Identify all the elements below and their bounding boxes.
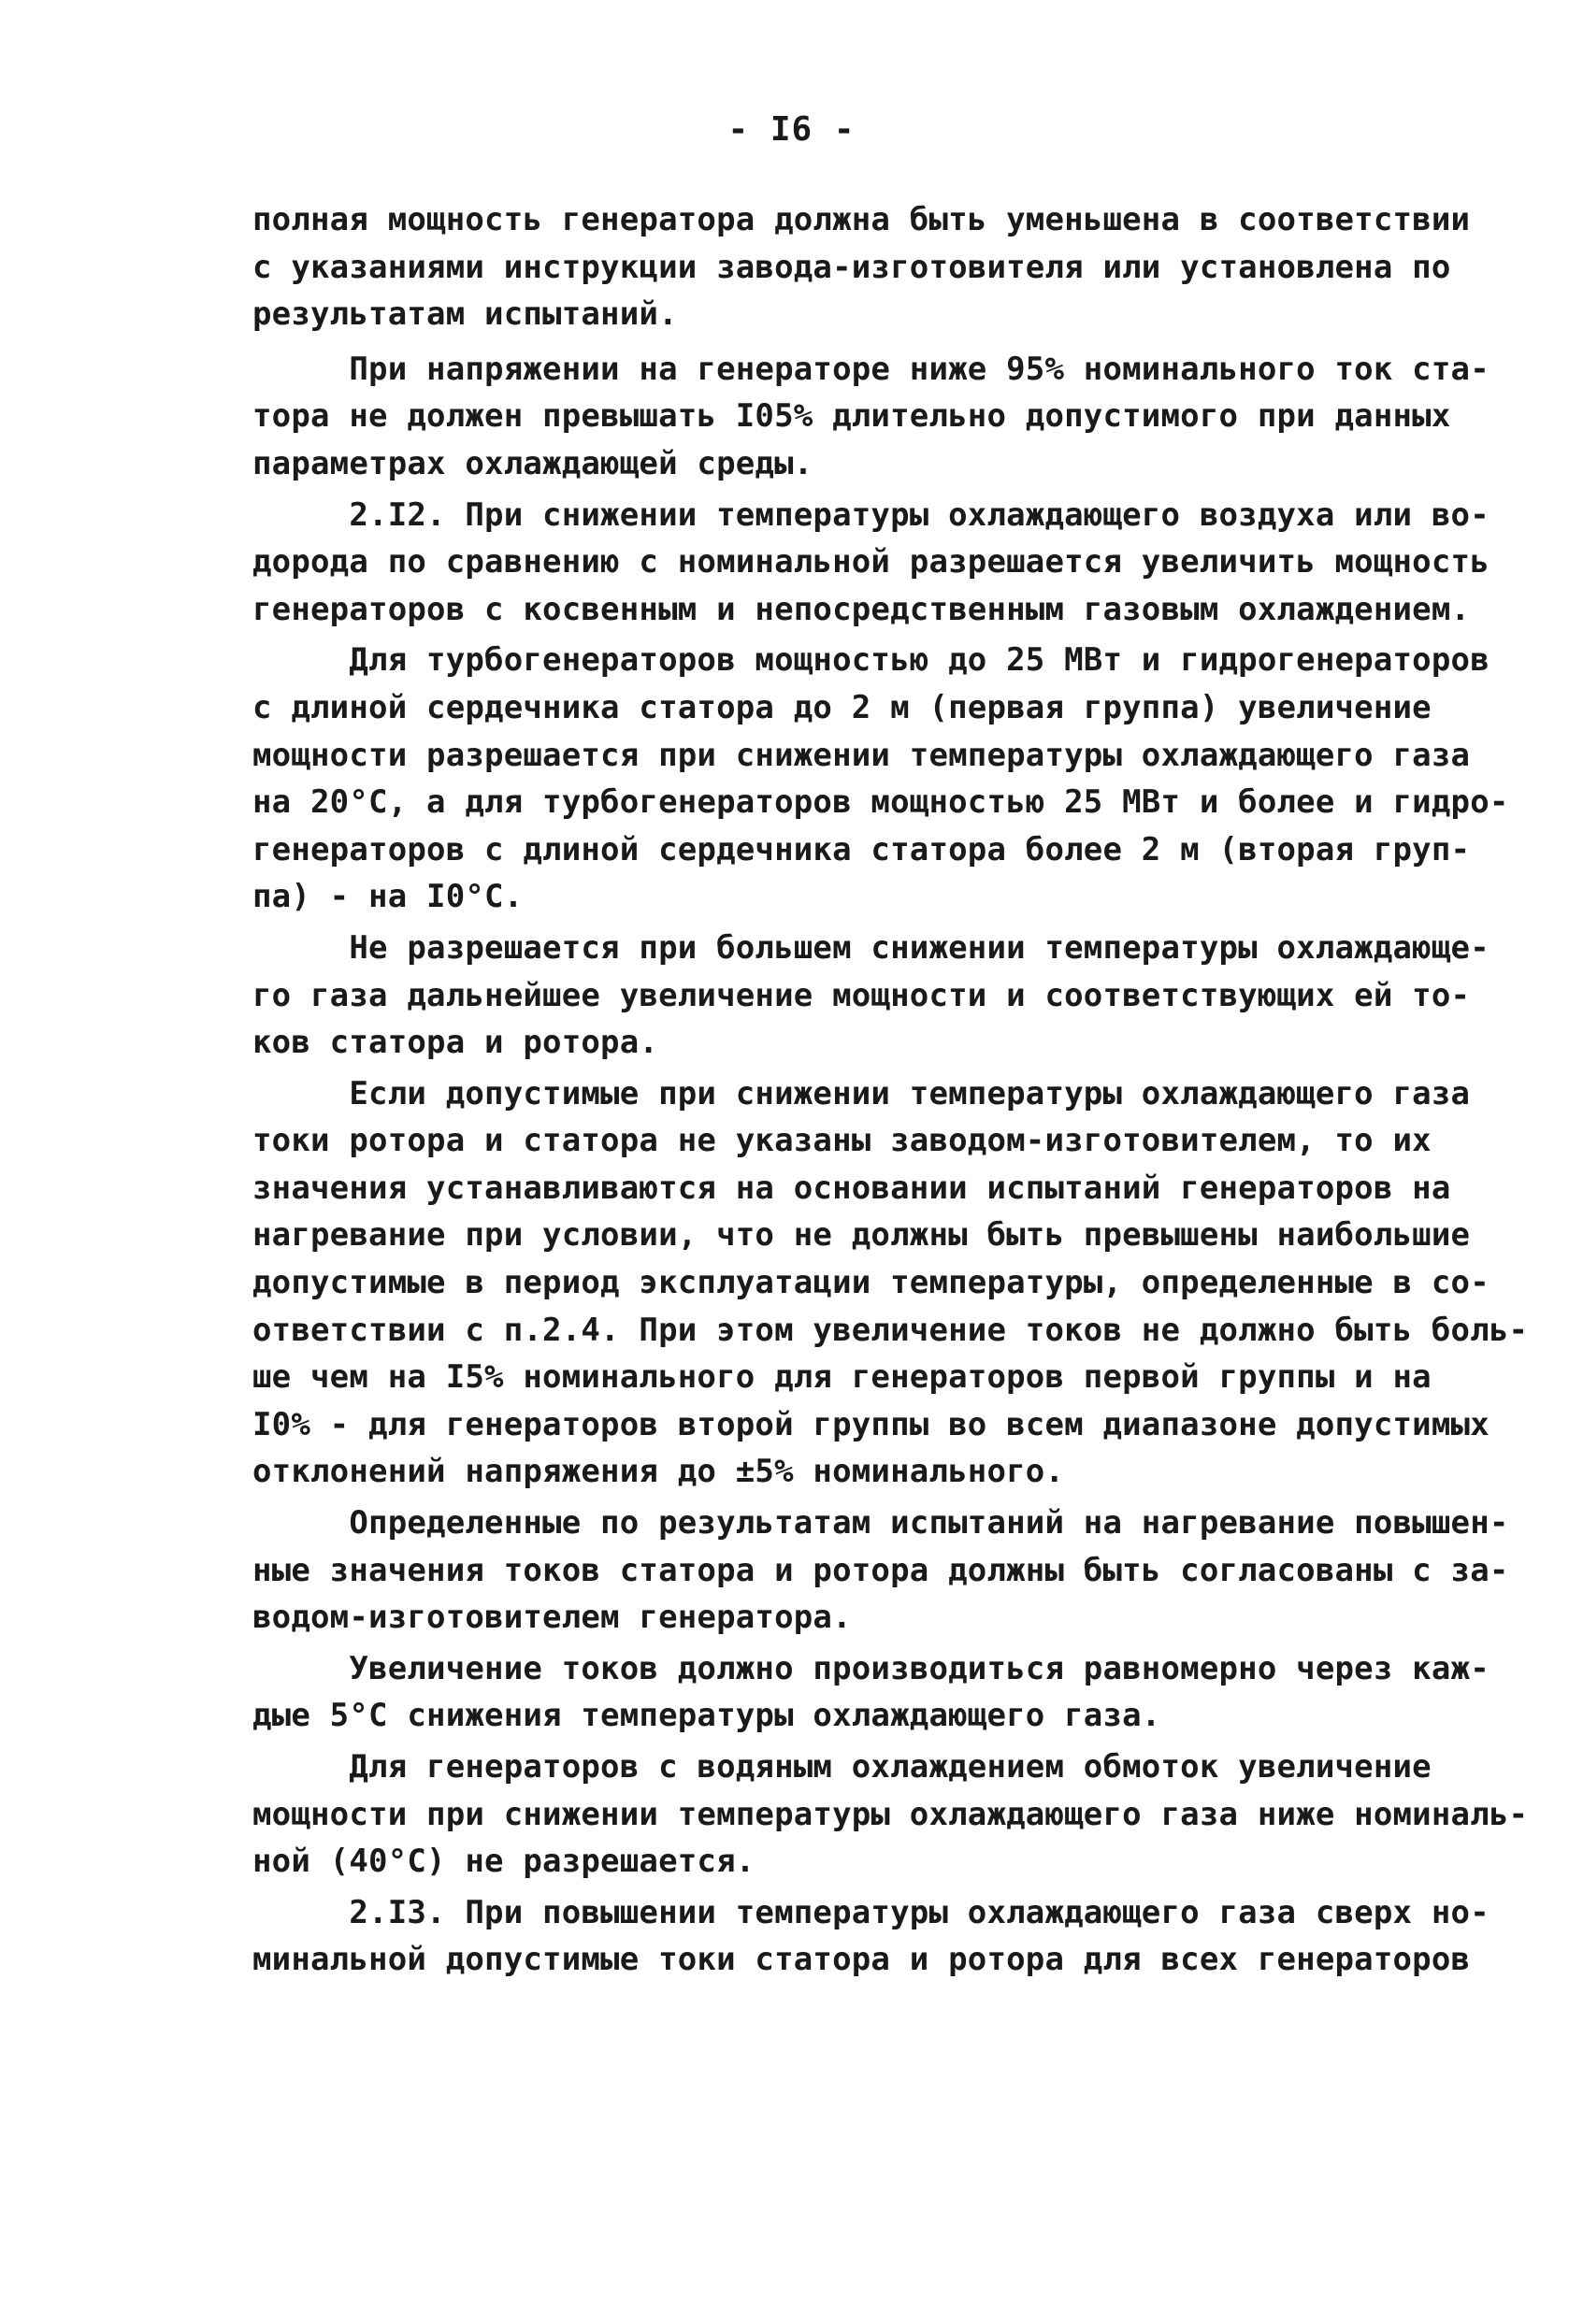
text-line: мощности при снижении температуры охлаждающего газа ниже номиналь- xyxy=(252,1795,1529,1833)
text-line: 2.I2. При снижении температуры охлаждающего воздуха или во- xyxy=(252,495,1489,534)
text-line: водом-изготовителем генератора. xyxy=(252,1599,852,1637)
text-line: ше чем на I5% номинального для генераторов первой группы и на xyxy=(252,1358,1432,1397)
text-line: 2.I3. При повышении температуры охлаждающего газа сверх но- xyxy=(252,1893,1489,1931)
text-line: ков статора и ротора. xyxy=(252,1024,659,1062)
paragraph xyxy=(252,1645,1524,1740)
text-line: генераторов с длиной сердечника статора более 2 м (вторая груп- xyxy=(252,830,1471,868)
text-line: дорода по сравнению с номинальной разрешается увеличить мощность xyxy=(252,543,1489,581)
text-line: го газа дальнейшее увеличение мощности и соответствующих ей то- xyxy=(252,976,1471,1014)
text-line: При напряжении на генераторе ниже 95% номинального ток ста- xyxy=(252,350,1489,388)
text-line: параметрах охлаждающей среды. xyxy=(252,444,813,482)
text-line: Не разрешается при большем снижении температуры охлаждающе- xyxy=(252,928,1489,967)
text-line: дые 5°С снижения температуры охлаждающего газа. xyxy=(252,1697,1161,1735)
text-line: с указаниями инструкции завода-изготовителя или установлена по xyxy=(252,248,1451,286)
paragraph xyxy=(252,1499,1524,1642)
paragraph xyxy=(252,346,1524,488)
text-line: Для турбогенераторов мощностью до 25 МВт и гидрогенераторов xyxy=(252,641,1489,680)
text-line: с длиной сердечника статора до 2 м (первая группа) увеличение xyxy=(252,688,1432,726)
text-line: тора не должен превышать I05% длительно допустимого при данных xyxy=(252,397,1451,436)
text-line: результатам испытаний. xyxy=(252,295,678,334)
text-line: Определенные по результатам испытаний на нагревание повышен- xyxy=(252,1504,1509,1542)
text-line: полная мощность генератора должна быть уменьшена в соответствии xyxy=(252,201,1471,238)
text-line: отклонений напряжения до ±5% номинального. xyxy=(252,1453,1065,1491)
body-text xyxy=(252,196,1529,1984)
paragraph xyxy=(252,925,1524,1067)
text-line: Если допустимые при снижении температуры охлаждающего газа xyxy=(252,1074,1471,1112)
paragraph xyxy=(252,492,1524,634)
text-line: Для генераторов с водяным охлаждением обмоток увеличение xyxy=(252,1748,1432,1786)
text-line: мощности разрешается при снижении температуры охлаждающего газа xyxy=(252,736,1471,774)
text-line: ной (40°С) не разрешается. xyxy=(252,1843,756,1881)
paragraph xyxy=(252,637,1524,921)
page-number: - I6 - xyxy=(727,110,856,149)
text-line: ные значения токов статора и ротора должны быть согласованы с за- xyxy=(252,1551,1509,1589)
text-line: значения устанавливаются на основании испытаний генераторов на xyxy=(252,1169,1451,1207)
paragraph xyxy=(252,196,1524,338)
text-line: минальной допустимые токи статора и ротора для всех генераторов xyxy=(252,1941,1471,1979)
paragraph xyxy=(252,1070,1529,1496)
text-line: нагревание при условии, что не должны быть превышены наибольшие xyxy=(252,1216,1471,1255)
text-line: генераторов с косвенным и непосредственным газовым охлаждением. xyxy=(252,590,1471,628)
text-line: допустимые в период эксплуатации температуры, определенные в со- xyxy=(252,1264,1489,1302)
text-line: I0% - для генераторов второй группы во всем диапазоне допустимых xyxy=(252,1405,1489,1443)
text-line: па) - на I0°С. xyxy=(252,878,524,916)
paragraph xyxy=(252,1743,1529,1886)
text-line: ответствии с п.2.4. При этом увеличение токов не должно быть боль- xyxy=(252,1311,1529,1349)
text-line: токи ротора и статора не указаны заводом-изготовителем, то их xyxy=(252,1122,1432,1160)
text-line: Увеличение токов должно производиться равномерно через каж- xyxy=(252,1649,1489,1687)
paragraph xyxy=(252,1889,1524,1984)
text-line: на 20°С, а для турбогенераторов мощностью 25 МВт и более и гидро- xyxy=(252,783,1509,822)
